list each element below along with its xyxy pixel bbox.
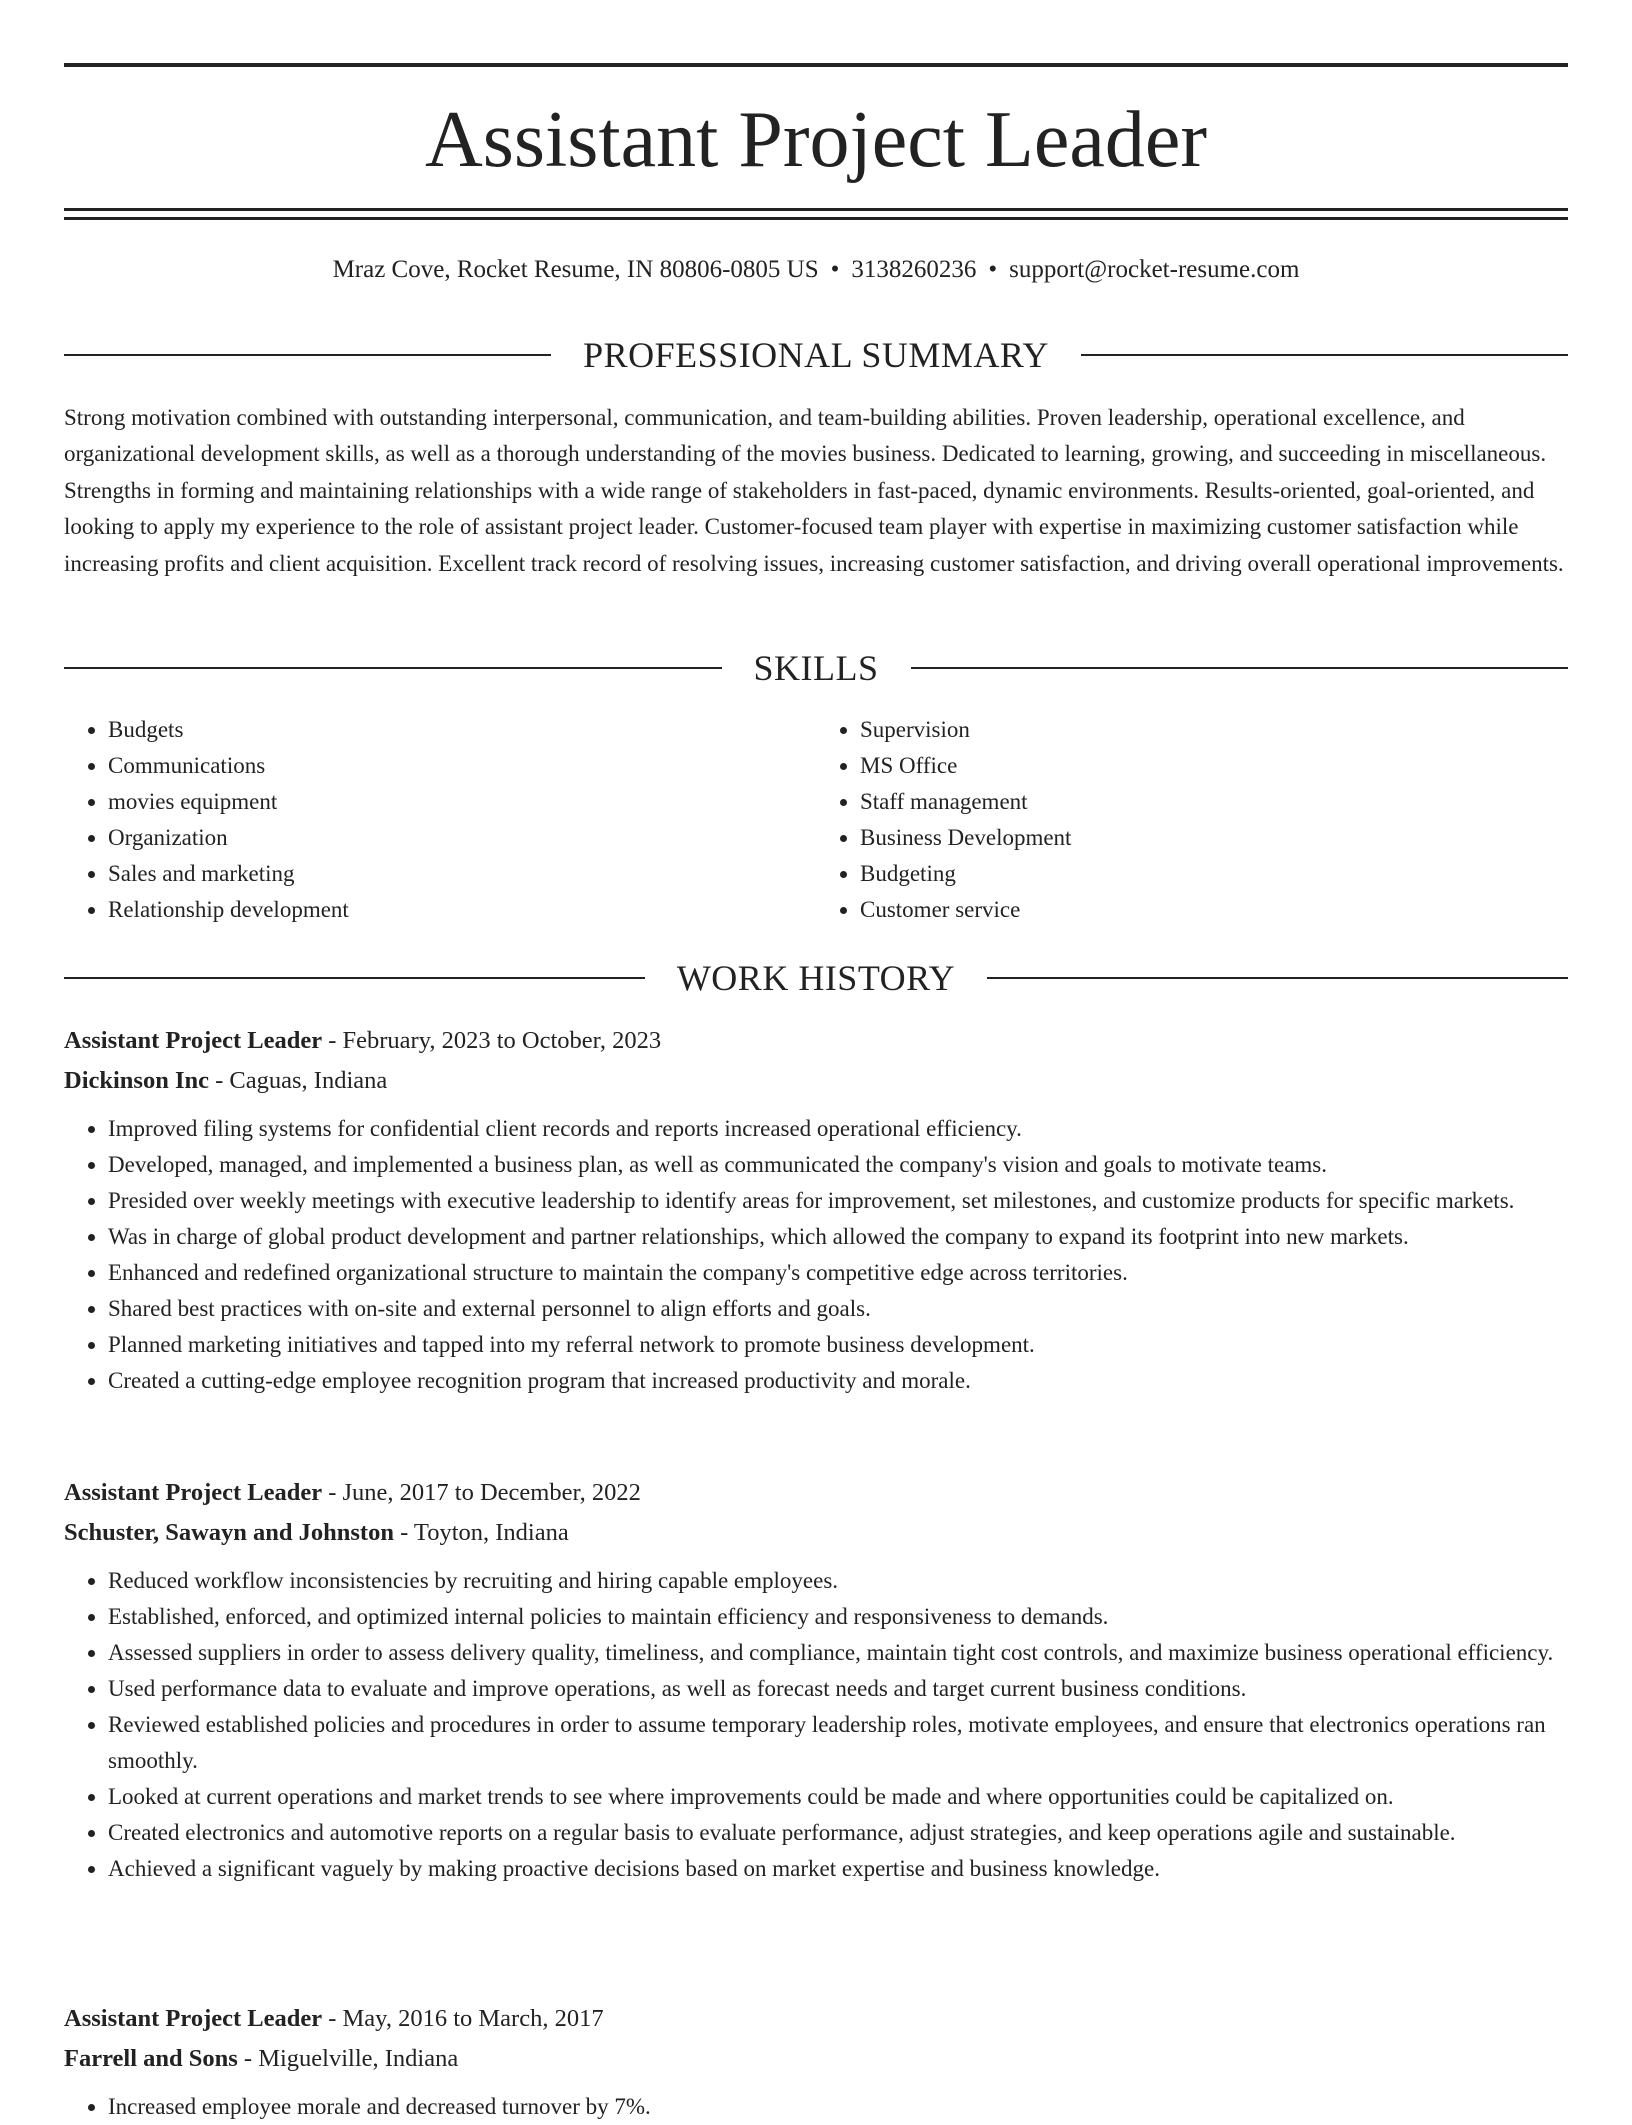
job-bullet: • Looked at current operations and market trends to see where improvements could be made and where opportunities could be capitalized on.	[108, 1779, 1568, 1815]
job-bullet: • Achieved a significant vaguely by making proactive decisions based on market expertise and business knowledge.	[108, 1851, 1568, 1887]
summary-section-title: PROFESSIONAL SUMMARY	[583, 335, 1049, 375]
section-rule	[64, 667, 722, 669]
contact-line	[64, 252, 1568, 288]
job-location: - Miguelville, Indiana	[237, 2045, 459, 2072]
skill-item: • Sales and marketing	[108, 856, 816, 892]
job-bullet: • Established, enforced, and optimized internal policies to maintain efficiency and responsiveness to demands.	[108, 1599, 1568, 1635]
contact-phone: 3138260236	[851, 256, 977, 283]
job-title-line	[64, 1021, 1568, 1061]
job-bullet: • Created electronics and automotive reports on a regular basis to evaluate performance, adjust strategies, and keep operations agile and sustainable.	[108, 1815, 1568, 1851]
job-bullet: • Presided over weekly meetings with executive leadership to identify areas for improvement, set milestones, and customize products for specific markets.	[108, 1183, 1568, 1219]
job-dates: - May, 2016 to March, 2017	[322, 2005, 604, 2032]
job-bullets	[64, 1111, 1568, 1399]
skill-item: • Relationship development	[108, 892, 816, 928]
job-company-line	[64, 1061, 1568, 1101]
title-double-rule	[64, 208, 1568, 220]
contact-separator: •	[988, 256, 998, 283]
work-section-header	[64, 956, 1568, 1000]
contact-separator: •	[830, 256, 840, 283]
contact-address: Mraz Cove, Rocket Resume, IN 80806-0805 US	[332, 256, 819, 283]
skill-item: • movies equipment	[108, 784, 816, 820]
work-section-title: WORK HISTORY	[676, 958, 956, 998]
section-rule	[911, 667, 1569, 669]
skill-item: • Budgeting	[860, 856, 1568, 892]
job-dates: - June, 2017 to December, 2022	[322, 1479, 641, 1506]
skills-section-title: SKILLS	[753, 648, 879, 688]
job-bullet: • Enhanced and redefined organizational structure to maintain the company's competitive edge across territories.	[108, 1255, 1568, 1291]
job-company-line	[64, 2039, 1568, 2079]
skill-item: • Staff management	[860, 784, 1568, 820]
job-dates: - February, 2023 to October, 2023	[322, 1027, 662, 1054]
job-entry	[64, 1021, 1568, 1399]
skill-item: • Business Development	[860, 820, 1568, 856]
skill-item: • Supervision	[860, 712, 1568, 748]
job-title: Assistant Project Leader	[64, 1027, 323, 1054]
job-bullet: • Improved filing systems for confidential client records and reports increased operational efficiency.	[108, 1111, 1568, 1147]
skills-section-header	[64, 646, 1568, 690]
job-bullet: • Assessed suppliers in order to assess delivery quality, timeliness, and compliance, maintain tight cost controls, and maximize business operational efficiency.	[108, 1635, 1568, 1671]
job-bullet: • Developed, managed, and implemented a business plan, as well as communicated the company's vision and goals to motivate teams.	[108, 1147, 1568, 1183]
skill-item: • Communications	[108, 748, 816, 784]
job-bullet: • Reduced workflow inconsistencies by recruiting and hiring capable employees.	[108, 1563, 1568, 1599]
job-location: - Toyton, Indiana	[393, 1519, 569, 1546]
job-bullet: • Reviewed established policies and procedures in order to assume temporary leadership roles, motivate employees, and ensure that electronics operations ran smoothly.	[108, 1707, 1568, 1779]
job-bullet: • Shared best practices with on-site and external personnel to align efforts and goals.	[108, 1291, 1568, 1327]
skill-item: • Customer service	[860, 892, 1568, 928]
resume-title: Assistant Project Leader	[425, 96, 1207, 184]
job-company: Dickinson Inc	[64, 1067, 210, 1094]
professional-summary: Strong motivation combined with outstanding interpersonal, communication, and team-building abilities. Proven leadership, operational excellence, and organizational development skills, as well as a thorough understanding of the movies business. Dedicated to learning, growing, and succeeding in miscellaneous. Strengths in forming and maintaining relationships with a wide range of stakeholders in fast-paced, dynamic environments. Results-oriented, goal-oriented, and looking to apply my experience to the role of assistant project leader. Customer-focused team player with expertise in maximizing customer satisfaction while increasing profits and client acquisition. Excellent track record of resolving issues, increasing customer satisfaction, and driving overall operational improvements.	[64, 405, 1564, 576]
resume-page	[64, 0, 1568, 2119]
job-entry	[64, 1473, 1568, 1887]
skill-item: • MS Office	[860, 748, 1568, 784]
skill-item: • Organization	[108, 820, 816, 856]
contact-email: support@rocket-resume.com	[1009, 256, 1300, 283]
job-location: - Caguas, Indiana	[209, 1067, 388, 1094]
job-company: Schuster, Sawayn and Johnston	[64, 1519, 394, 1546]
job-entry	[64, 1999, 1568, 2125]
job-title: Assistant Project Leader	[64, 1479, 323, 1506]
job-bullets	[64, 2089, 1568, 2125]
skills-column-right	[816, 712, 1568, 928]
section-rule	[1081, 354, 1568, 356]
section-rule	[987, 977, 1568, 979]
skills-column-left	[64, 712, 816, 928]
skills-list	[64, 712, 1568, 928]
summary-section-header	[64, 333, 1568, 377]
job-title: Assistant Project Leader	[64, 2005, 323, 2032]
top-rule	[64, 63, 1568, 67]
skill-item: • Budgets	[108, 712, 816, 748]
job-bullet: • Increased employee morale and decreased turnover by 7%.	[108, 2089, 1568, 2125]
job-company-line	[64, 1513, 1568, 1553]
section-rule	[64, 977, 645, 979]
job-bullet: • Used performance data to evaluate and improve operations, as well as forecast needs and target current business conditions.	[108, 1671, 1568, 1707]
job-bullet: • Was in charge of global product development and partner relationships, which allowed the company to expand its footprint into new markets.	[108, 1219, 1568, 1255]
job-bullet: • Planned marketing initiatives and tapped into my referral network to promote business development.	[108, 1327, 1568, 1363]
job-title-line	[64, 1999, 1568, 2039]
job-title-line	[64, 1473, 1568, 1513]
job-bullet: • Created a cutting-edge employee recognition program that increased productivity and morale.	[108, 1363, 1568, 1399]
section-rule	[64, 354, 551, 356]
job-company: Farrell and Sons	[64, 2045, 238, 2072]
job-bullets	[64, 1563, 1568, 1887]
